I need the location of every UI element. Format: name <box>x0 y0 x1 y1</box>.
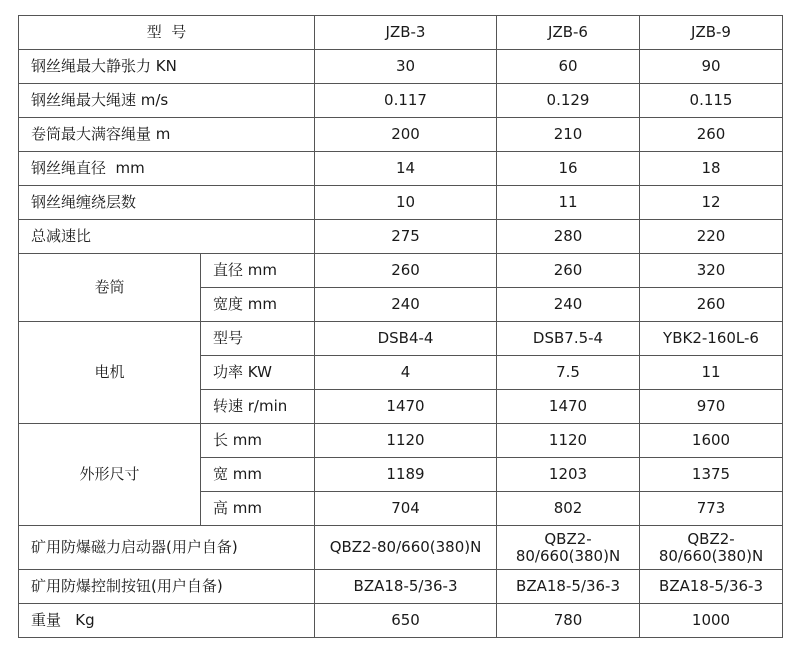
cell-value: 1189 <box>315 458 497 492</box>
row-label: 钢丝绳缠绕层数 <box>19 186 315 220</box>
cell-value: 220 <box>640 220 783 254</box>
cell-value: YBK2-160L-6 <box>640 322 783 356</box>
cell-value: 1375 <box>640 458 783 492</box>
model-header: JZB-6 <box>497 16 640 50</box>
row-label: 重量 Kg <box>19 604 315 638</box>
cell-value: 12 <box>640 186 783 220</box>
table-row <box>19 570 783 604</box>
cell-value: 240 <box>315 288 497 322</box>
model-header: JZB-9 <box>640 16 783 50</box>
group-label-drum: 卷筒 <box>19 254 201 322</box>
header-row <box>19 16 783 50</box>
cell-value: 210 <box>497 118 640 152</box>
cell-value: 1203 <box>497 458 640 492</box>
row-label: 钢丝绳最大绳速 m/s <box>19 84 315 118</box>
cell-value: BZA18-5/36-3 <box>640 570 783 604</box>
cell-value: 260 <box>640 118 783 152</box>
row-label: 矿用防爆磁力启动器(用户自备) <box>19 526 315 570</box>
cell-value: DSB7.5-4 <box>497 322 640 356</box>
cell-value: 1600 <box>640 424 783 458</box>
sub-label: 直径 mm <box>201 254 315 288</box>
cell-value: 90 <box>640 50 783 84</box>
cell-value: BZA18-5/36-3 <box>315 570 497 604</box>
table-row <box>19 322 783 356</box>
sub-label: 功率 KW <box>201 356 315 390</box>
cell-value: 18 <box>640 152 783 186</box>
row-label: 总减速比 <box>19 220 315 254</box>
cell-value: 970 <box>640 390 783 424</box>
cell-value: 704 <box>315 492 497 526</box>
table-row <box>19 526 783 570</box>
cell-value: 275 <box>315 220 497 254</box>
group-label-motor: 电机 <box>19 322 201 424</box>
group-label-dimensions: 外形尺寸 <box>19 424 201 526</box>
cell-value: 1470 <box>497 390 640 424</box>
table-row <box>19 254 783 288</box>
sub-label: 型号 <box>201 322 315 356</box>
cell-value: 11 <box>497 186 640 220</box>
cell-value: 1470 <box>315 390 497 424</box>
sub-label: 高 mm <box>201 492 315 526</box>
sub-label: 转速 r/min <box>201 390 315 424</box>
cell-value: 802 <box>497 492 640 526</box>
table-row <box>19 84 783 118</box>
table-row <box>19 604 783 638</box>
cell-value: 30 <box>315 50 497 84</box>
cell-value: 200 <box>315 118 497 152</box>
cell-value: 14 <box>315 152 497 186</box>
cell-value: 650 <box>315 604 497 638</box>
table-row <box>19 220 783 254</box>
header-label: 型 号 <box>19 16 315 50</box>
table-row <box>19 424 783 458</box>
cell-value: QBZ2-80/660(380)N <box>497 526 640 570</box>
cell-value: 260 <box>640 288 783 322</box>
row-label: 钢丝绳直径 mm <box>19 152 315 186</box>
cell-value: 60 <box>497 50 640 84</box>
spec-table <box>18 15 783 638</box>
cell-value: 773 <box>640 492 783 526</box>
cell-value: 1000 <box>640 604 783 638</box>
row-label: 卷筒最大满容绳量 m <box>19 118 315 152</box>
cell-value: QBZ2-80/660(380)N <box>315 526 497 570</box>
cell-value: 1120 <box>497 424 640 458</box>
cell-value: 240 <box>497 288 640 322</box>
cell-value: 10 <box>315 186 497 220</box>
sub-label: 长 mm <box>201 424 315 458</box>
sub-label: 宽 mm <box>201 458 315 492</box>
cell-value: DSB4-4 <box>315 322 497 356</box>
cell-value: 1120 <box>315 424 497 458</box>
cell-value: QBZ2-80/660(380)N <box>640 526 783 570</box>
cell-value: 320 <box>640 254 783 288</box>
cell-value: 0.115 <box>640 84 783 118</box>
cell-value: 780 <box>497 604 640 638</box>
cell-value: 0.129 <box>497 84 640 118</box>
cell-value: 7.5 <box>497 356 640 390</box>
cell-value: 260 <box>315 254 497 288</box>
cell-value: 11 <box>640 356 783 390</box>
cell-value: 260 <box>497 254 640 288</box>
cell-value: 4 <box>315 356 497 390</box>
table-row <box>19 152 783 186</box>
row-label: 钢丝绳最大静张力 KN <box>19 50 315 84</box>
table-row <box>19 118 783 152</box>
table-row <box>19 186 783 220</box>
cell-value: 0.117 <box>315 84 497 118</box>
model-header: JZB-3 <box>315 16 497 50</box>
row-label: 矿用防爆控制按钮(用户自备) <box>19 570 315 604</box>
cell-value: BZA18-5/36-3 <box>497 570 640 604</box>
sub-label: 宽度 mm <box>201 288 315 322</box>
cell-value: 16 <box>497 152 640 186</box>
cell-value: 280 <box>497 220 640 254</box>
table-row <box>19 50 783 84</box>
